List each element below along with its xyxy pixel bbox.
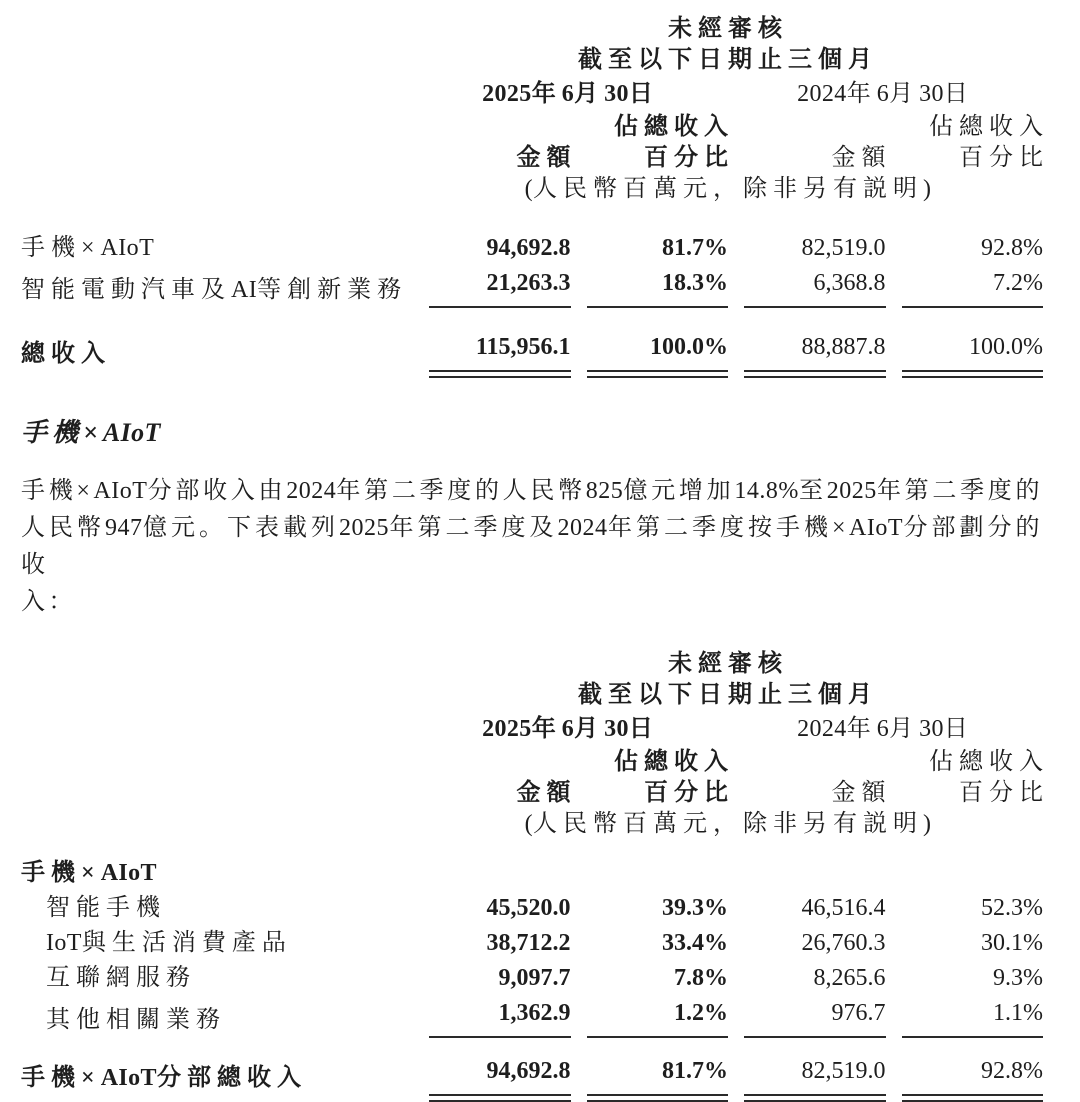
date-2025: 2025年6月30日 bbox=[482, 81, 659, 107]
amount-2024: 46,516.4 bbox=[801, 895, 886, 921]
pct-of-revenue-2025: 佔總收入 bbox=[614, 114, 734, 140]
total-row bbox=[21, 1054, 1043, 1096]
row-label: 互聯網服務 bbox=[46, 965, 196, 991]
table-header-row-unit-note bbox=[21, 809, 1043, 840]
table-row bbox=[21, 266, 1043, 308]
amount-header-2024: 金額 bbox=[831, 145, 892, 171]
pct-2025: 7.8% bbox=[674, 965, 728, 991]
total-revenue-table bbox=[21, 14, 1049, 372]
table-header-row-dates bbox=[21, 711, 1043, 747]
amount-2025: 38,712.2 bbox=[486, 930, 571, 956]
amount-header-2025: 金額 bbox=[516, 780, 577, 806]
table-header-row-pct-caption bbox=[21, 747, 1043, 778]
pct-of-revenue-2024: 佔總收入 bbox=[929, 114, 1049, 140]
table-row bbox=[21, 926, 1043, 961]
paragraph-line: 手機×AIoT分部收入由2024年第二季度的人民幣825億元增加14.8%至2025年第二季度的 bbox=[21, 478, 1044, 504]
table-header-row-columns bbox=[21, 778, 1043, 809]
paragraph-line: 人民幣947億元。下表載列2025年第二季度及2024年第二季度按手機×AIoT分部劃分的收 bbox=[21, 515, 1044, 578]
total-amount-2024: 88,887.8 bbox=[744, 330, 886, 372]
table-header-row-dates bbox=[21, 76, 1043, 112]
table-header-row-pct-caption bbox=[21, 112, 1043, 143]
amount-header-2025: 金額 bbox=[516, 145, 577, 171]
date-2024: 2024年6月30日 bbox=[797, 716, 974, 742]
percentage-header-2025: 百分比 bbox=[644, 780, 734, 806]
table-header-row-period bbox=[21, 45, 1043, 76]
table-header-row-unaudited bbox=[21, 14, 1043, 45]
pct-2024: 7.2% bbox=[902, 266, 1044, 308]
row-label: 其他相關業務 bbox=[46, 1007, 226, 1033]
total-row bbox=[21, 330, 1043, 372]
pct-2024: 52.3% bbox=[981, 895, 1043, 921]
amount-2025: 94,692.8 bbox=[486, 235, 571, 261]
amount-2024: 26,760.3 bbox=[801, 930, 886, 956]
phone-aiot-segment-table bbox=[21, 649, 1049, 1096]
pct-2025: 18.3% bbox=[587, 266, 729, 308]
amount-header-2024: 金額 bbox=[831, 780, 892, 806]
percentage-header-2025: 百分比 bbox=[644, 145, 734, 171]
paragraph-line: 入： bbox=[21, 589, 76, 615]
pct-2025: 81.7% bbox=[662, 235, 728, 261]
date-2024: 2024年6月30日 bbox=[797, 81, 974, 107]
unaudited-label: 未經審核 bbox=[668, 651, 788, 677]
total-amount-2025: 115,956.1 bbox=[429, 330, 571, 372]
total-pct-2025: 81.7% bbox=[587, 1054, 729, 1096]
period-caption: 截至以下日期止三個月 bbox=[578, 682, 878, 708]
unit-note: (人民幣百萬元，除非另有説明) bbox=[524, 176, 932, 202]
table-row bbox=[21, 996, 1043, 1038]
group-header-row bbox=[21, 856, 1043, 891]
amount-2024: 6,368.8 bbox=[744, 266, 886, 308]
pct-2025: 1.2% bbox=[587, 996, 729, 1038]
unit-note: (人民幣百萬元，除非另有説明) bbox=[524, 811, 932, 837]
table-header-row-unaudited bbox=[21, 649, 1043, 680]
amount-2025: 21,263.3 bbox=[429, 266, 571, 308]
table-row bbox=[21, 961, 1043, 996]
amount-2025: 45,520.0 bbox=[486, 895, 571, 921]
period-caption: 截至以下日期止三個月 bbox=[578, 47, 878, 73]
row-label: 手機×AIoT bbox=[21, 235, 155, 261]
group-label: 手機×AIoT bbox=[21, 860, 157, 886]
total-pct-2024: 100.0% bbox=[902, 330, 1044, 372]
pct-2025: 33.4% bbox=[662, 930, 728, 956]
section-paragraph bbox=[21, 473, 1043, 621]
amount-2025: 9,097.7 bbox=[498, 965, 571, 991]
pct-2025: 39.3% bbox=[662, 895, 728, 921]
pct-of-revenue-2024: 佔總收入 bbox=[929, 749, 1049, 775]
pct-2024: 9.3% bbox=[993, 965, 1043, 991]
row-label: IoT與生活消費產品 bbox=[46, 930, 292, 956]
table-row bbox=[21, 231, 1043, 266]
table-row bbox=[21, 891, 1043, 926]
unaudited-label: 未經審核 bbox=[668, 16, 788, 42]
percentage-header-2024: 百分比 bbox=[959, 780, 1049, 806]
total-label: 手機×AIoT分部總收入 bbox=[21, 1065, 307, 1091]
row-label: 智能電動汽車及AI等創新業務 bbox=[21, 277, 408, 303]
total-label: 總收入 bbox=[21, 341, 111, 367]
total-amount-2025: 94,692.8 bbox=[429, 1054, 571, 1096]
total-pct-2024: 92.8% bbox=[902, 1054, 1044, 1096]
amount-2025: 1,362.9 bbox=[429, 996, 571, 1038]
total-pct-2025: 100.0% bbox=[587, 330, 729, 372]
pct-2024: 1.1% bbox=[902, 996, 1044, 1038]
table-header-row-period bbox=[21, 680, 1043, 711]
table-header-row-columns bbox=[21, 143, 1043, 174]
section-heading: 手機×AIoT bbox=[21, 418, 161, 447]
percentage-header-2024: 百分比 bbox=[959, 145, 1049, 171]
pct-2024: 92.8% bbox=[981, 235, 1043, 261]
pct-2024: 30.1% bbox=[981, 930, 1043, 956]
row-label: 智能手機 bbox=[46, 895, 166, 921]
table-header-row-unit-note bbox=[21, 174, 1043, 205]
total-amount-2024: 82,519.0 bbox=[744, 1054, 886, 1096]
pct-of-revenue-2025: 佔總收入 bbox=[614, 749, 734, 775]
amount-2024: 976.7 bbox=[744, 996, 886, 1038]
date-2025: 2025年6月30日 bbox=[482, 716, 659, 742]
amount-2024: 8,265.6 bbox=[813, 965, 886, 991]
amount-2024: 82,519.0 bbox=[801, 235, 886, 261]
